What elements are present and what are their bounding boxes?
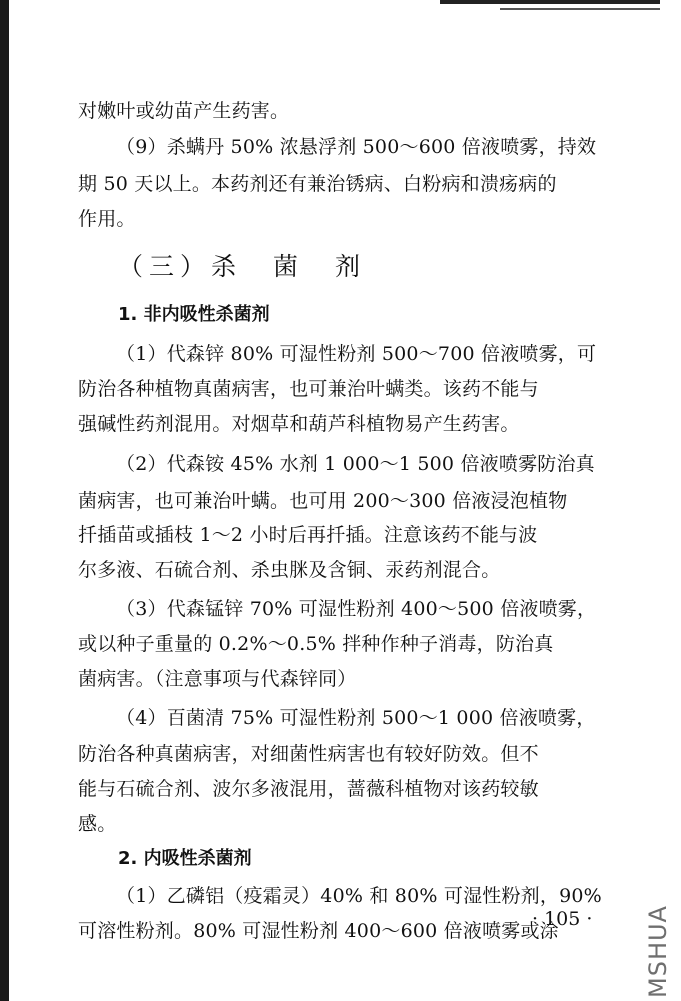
- text-line: 尔多液、石硫合剂、杀虫脒及含铜、汞药剂混合。: [78, 559, 501, 581]
- watermark-logo: [644, 880, 674, 1000]
- text-line: 可溶性粉剂。80% 可湿性粉剂 400～600 倍液喷雾或涂: [78, 920, 559, 942]
- page-number: · 105 ·: [532, 908, 593, 930]
- subsection-heading: 1. 非内吸性杀菌剂: [118, 304, 270, 325]
- text-line: 防治各种真菌病害，对细菌性病害也有较好防效。但不: [78, 743, 539, 765]
- subsection-heading: 2. 内吸性杀菌剂: [118, 848, 252, 869]
- text-line: （9）杀螨丹 50% 浓悬浮剂 500～600 倍液喷雾，持效: [116, 136, 597, 158]
- text-line: 扦插苗或插枝 1～2 小时后再扦插。注意该药不能与波: [78, 524, 538, 546]
- text-line: 防治各种植物真菌病害，也可兼治叶螨类。该药不能与: [78, 378, 539, 400]
- text-line: 或以种子重量的 0.2%～0.5% 拌种作种子消毒，防治真: [78, 633, 554, 655]
- text-line: 菌病害。（注意事项与代森锌同）: [78, 668, 357, 690]
- text-line: （4）百菌清 75% 可湿性粉剂 500～1 000 倍液喷雾，: [116, 707, 596, 729]
- page-edge-shadow: [0, 0, 9, 1001]
- text-line: （2）代森铵 45% 水剂 1 000～1 500 倍液喷雾防治真: [116, 453, 595, 475]
- text-line: （1）代森锌 80% 可湿性粉剂 500～700 倍液喷雾，可: [116, 343, 597, 365]
- text-line: 菌病害，也可兼治叶螨。也可用 200～300 倍液浸泡植物: [78, 490, 568, 512]
- text-line: 感。: [78, 813, 117, 835]
- watermark-text: MSHUA: [644, 905, 672, 998]
- text-line: 能与石硫合剂、波尔多液混用，蔷薇科植物对该药较敏: [78, 778, 539, 800]
- text-line: 强碱性药剂混用。对烟草和葫芦科植物易产生药害。: [78, 413, 520, 435]
- text-line: 对嫩叶或幼苗产生药害。: [78, 100, 290, 122]
- header-rule: [440, 0, 660, 4]
- text-line: 期 50 天以上。本药剂还有兼治锈病、白粉病和溃疡病的: [78, 173, 557, 195]
- text-line: （1）乙磷铝（疫霜灵）40% 和 80% 可湿性粉剂，90%: [116, 885, 602, 907]
- section-title: （三）杀 菌 剂: [118, 252, 367, 281]
- text-line: （3）代森锰锌 70% 可湿性粉剂 400～500 倍液喷雾，: [116, 598, 597, 620]
- text-line: 作用。: [78, 208, 136, 230]
- header-rule-secondary: [500, 8, 660, 10]
